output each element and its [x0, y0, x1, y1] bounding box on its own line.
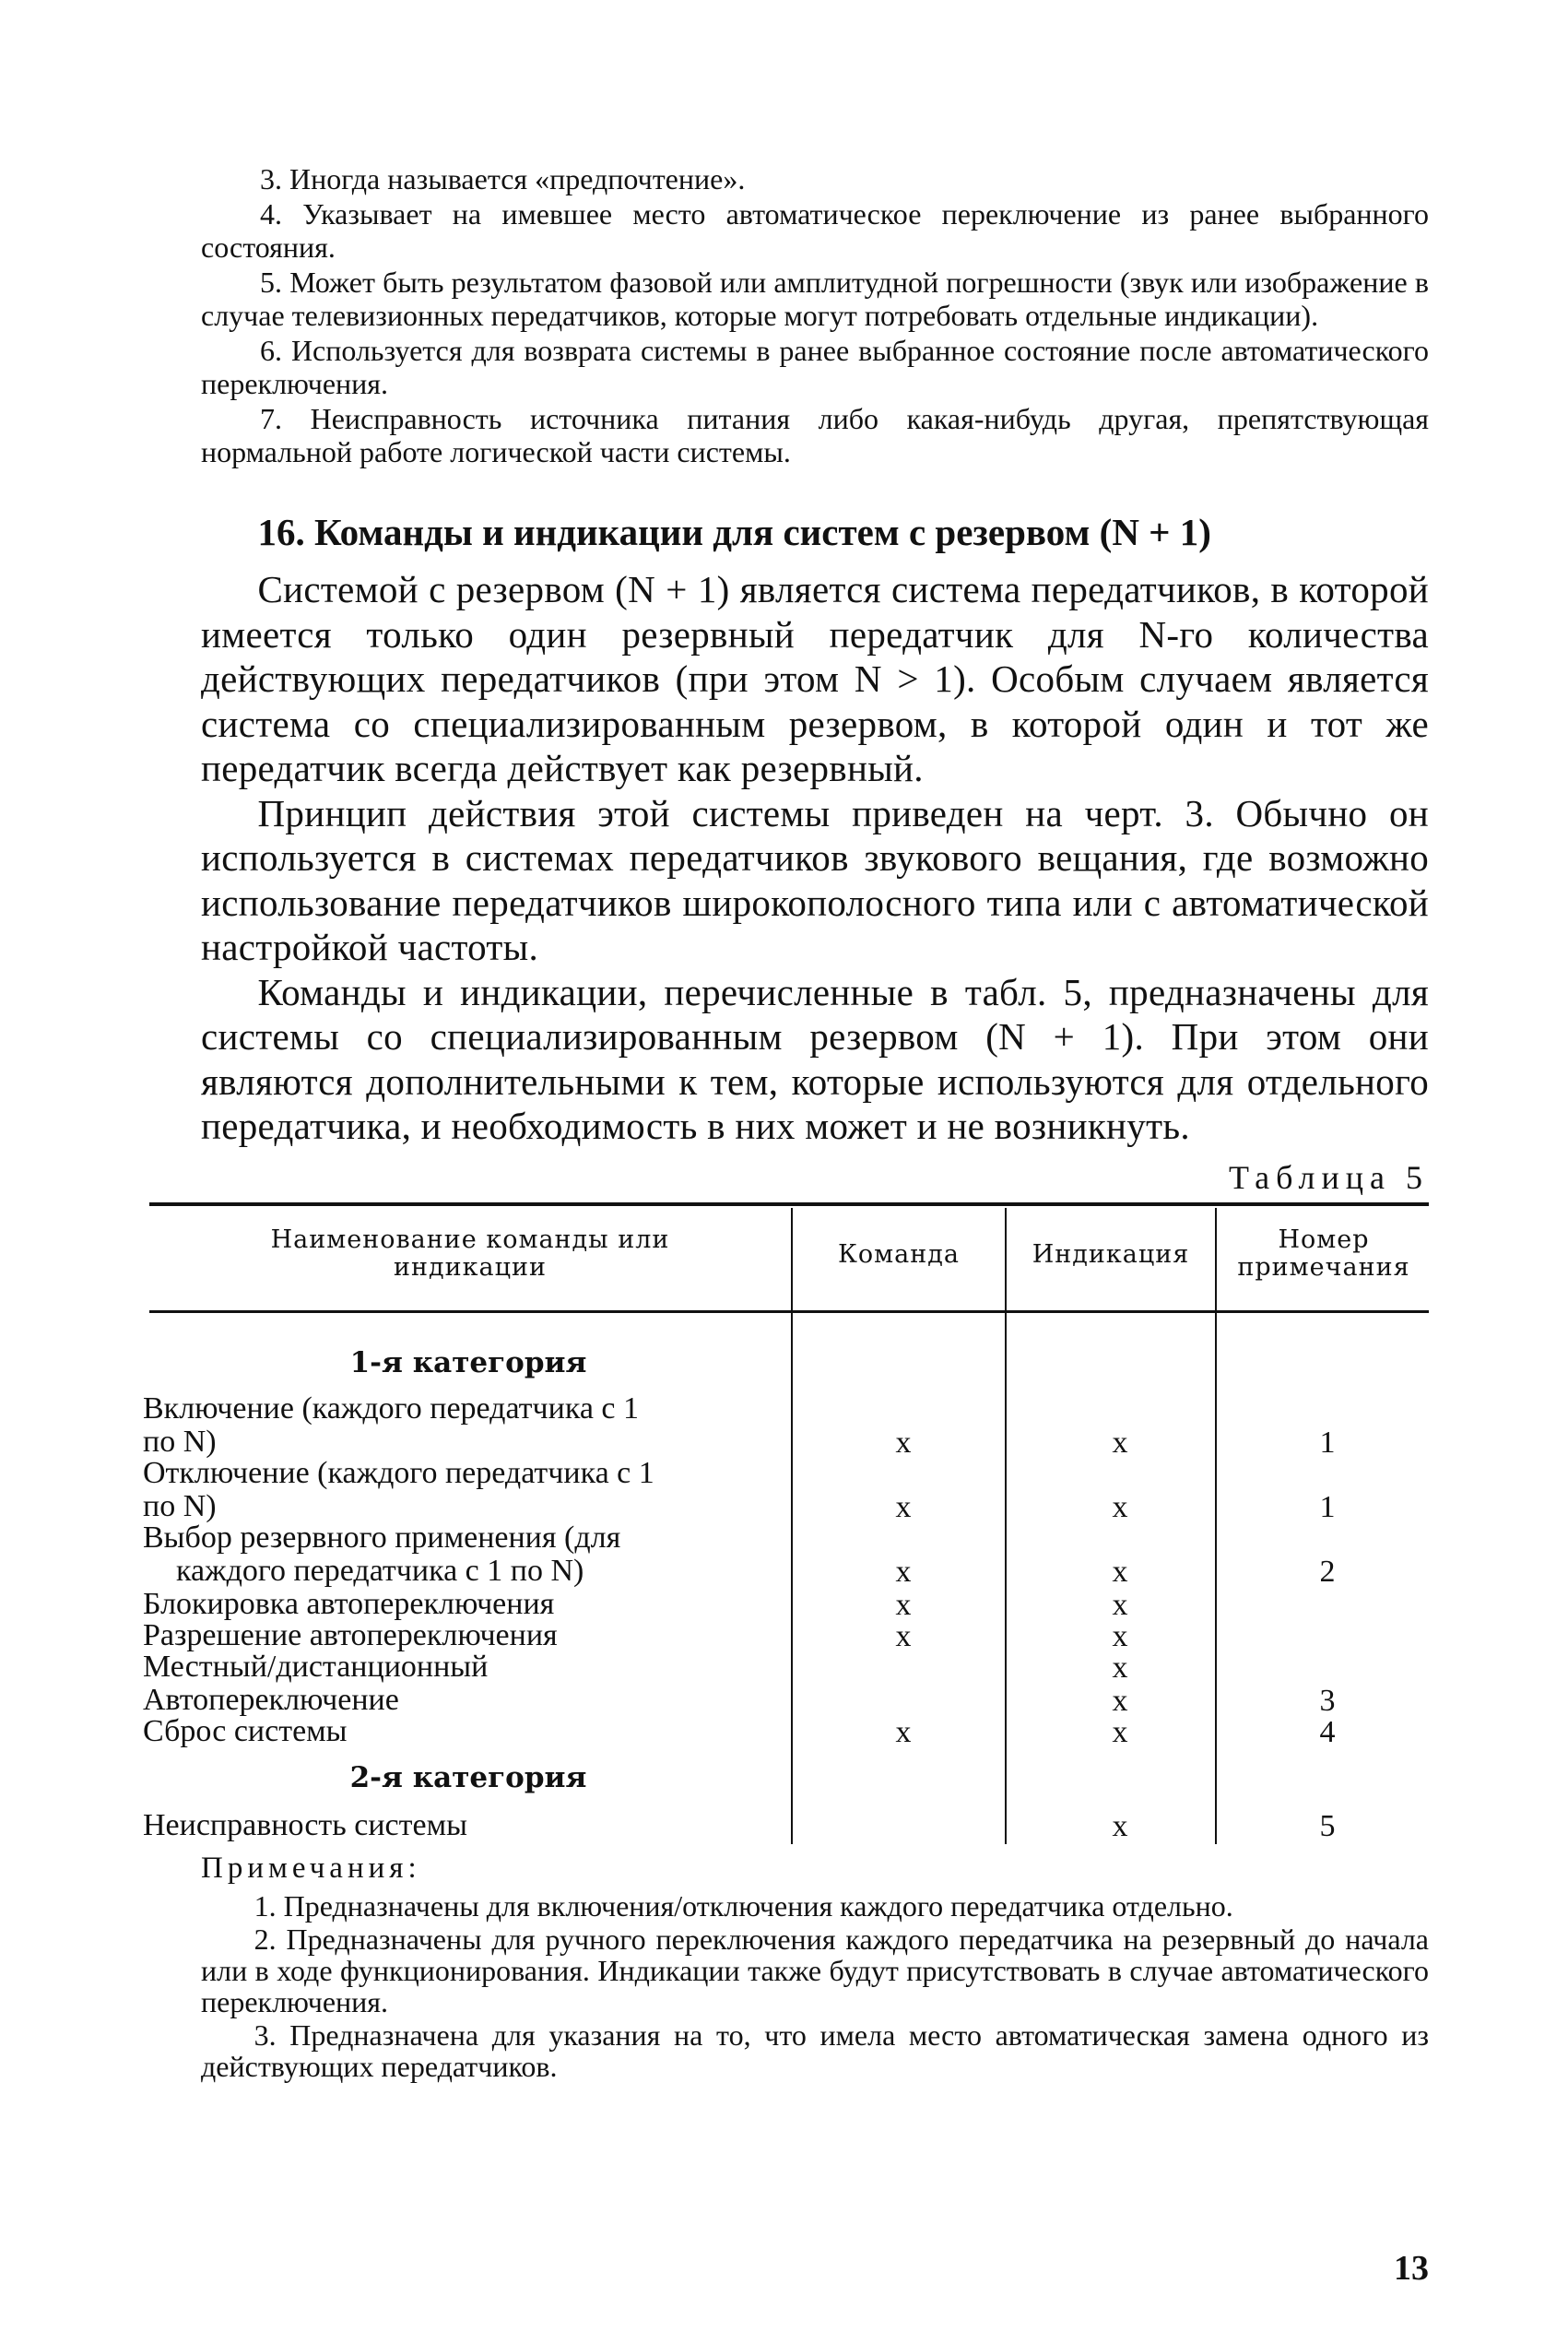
- cell-indication: x: [1112, 1588, 1128, 1622]
- note-item: 1. Предназначены для включения/отключения каждого передатчика отдельно.: [253, 1889, 1233, 1923]
- row-name: Блокировка автопереключения: [143, 1587, 555, 1621]
- paragraph: Системой с резервом (N + 1) является система передатчиков, в которой имеется только один резервный передатчик для N-го количества действующих передатчиков (при этом N > 1). Особым случаем является система со специализированным резервом, в которой один и тот же передатчик всегда действует как резервный.: [201, 568, 1429, 789]
- column-divider: [1005, 1208, 1007, 1844]
- cell-command: x: [895, 1588, 912, 1622]
- header-name: Наименование команды или индикации: [270, 1225, 670, 1282]
- cell-command: x: [895, 1619, 912, 1653]
- row-name: [143, 1521, 781, 1588]
- cell-indication: x: [1112, 1490, 1128, 1524]
- row-name-line: каждого передатчика с 1 по N): [176, 1554, 584, 1588]
- cell-command: x: [895, 1555, 912, 1589]
- row-name-line: Выбор резервного применения (для: [143, 1520, 621, 1555]
- notes-label: Примечания:: [201, 1852, 421, 1885]
- category-1: 1-я категория: [349, 1346, 587, 1379]
- cell-note: 3: [1319, 1684, 1336, 1718]
- cell-note: 5: [1319, 1809, 1336, 1843]
- cell-indication: x: [1112, 1809, 1128, 1843]
- row-name: Автопереключение: [143, 1683, 399, 1717]
- row-name-line: Отключение (каждого передатчика с 1: [143, 1456, 654, 1490]
- cell-note: 1: [1319, 1490, 1336, 1524]
- paragraph: Принцип действия этой системы приведен на черт. 3. Обычно он используется в системах передатчиков звукового вещания, где возможно использование передатчиков широкополосного типа или с автоматической настройкой частоты.: [201, 791, 1429, 968]
- note-item: 6. Используется для возврата системы в ранее выбранное состояние после автоматического переключения.: [201, 334, 1429, 400]
- cell-command: x: [895, 1490, 912, 1524]
- note-item: 2. Предназначены для ручного переключения каждого передатчика на резервный до начала или в ходе функционирования. Индикации также будут присутствовать в случае автоматического переключения.: [201, 1923, 1429, 2018]
- category-2: 2-я категория: [349, 1761, 587, 1794]
- cell-indication: x: [1112, 1684, 1128, 1718]
- row-name: Местный/дистанционный: [143, 1650, 489, 1684]
- table-header-rule: [149, 1310, 1429, 1313]
- note-item: 4. Указывает на имевшее место автоматическое переключение из ранее выбранного состояния.: [201, 197, 1429, 264]
- cell-indication: x: [1112, 1619, 1128, 1653]
- note-item: 3. Предназначена для указания на то, что имела место автоматическая замена одного из действующих передатчиков.: [201, 2018, 1429, 2083]
- row-name-line: Включение (каждого передатчика с 1: [143, 1391, 640, 1426]
- section-heading: 16. Команды и индикации для систем с резервом (N + 1): [257, 511, 1211, 553]
- note-item: 3. Иногда называется «предпочтение».: [260, 162, 746, 195]
- cell-note: 4: [1319, 1715, 1336, 1749]
- cell-indication: x: [1112, 1715, 1128, 1749]
- cell-indication: x: [1112, 1426, 1128, 1460]
- note-item: 5. Может быть результатом фазовой или амплитудной погрешности (звук или изображение в случае телевизионных передатчиков, которые могут потребовать отдельные индикации).: [201, 266, 1429, 332]
- note-item: 7. Неисправность источника питания либо какая-нибудь другая, препятствующая нормальной работе логической части системы.: [201, 402, 1429, 468]
- row-name: [143, 1392, 781, 1459]
- top-notes: [201, 162, 1429, 470]
- row-name-line: по N): [143, 1489, 217, 1523]
- column-divider: [1215, 1208, 1217, 1844]
- page-number: 13: [1394, 2249, 1429, 2288]
- bottom-notes: [201, 1890, 1429, 2084]
- row-name: Неисправность системы: [143, 1808, 467, 1842]
- cell-command: x: [895, 1426, 912, 1460]
- row-name: Сброс системы: [143, 1714, 348, 1748]
- table-top-rule: [149, 1202, 1429, 1206]
- section-body: [201, 567, 1429, 1149]
- header-command: Команда: [838, 1240, 960, 1269]
- row-name: Разрешение автопереключения: [143, 1618, 558, 1652]
- cell-indication: x: [1112, 1555, 1128, 1589]
- row-name: [143, 1457, 781, 1523]
- header-note: Номер примечания: [1237, 1225, 1410, 1282]
- table-caption: Таблица 5: [1229, 1159, 1429, 1196]
- row-name-line: по N): [143, 1425, 217, 1459]
- header-indication: Индикация: [1032, 1240, 1190, 1269]
- column-divider: [791, 1208, 793, 1844]
- cell-indication: x: [1112, 1651, 1128, 1685]
- cell-note: 1: [1319, 1426, 1336, 1460]
- cell-note: 2: [1319, 1555, 1336, 1589]
- paragraph: Команды и индикации, перечисленные в табл. 5, предназначены для системы со специализированным резервом (N + 1). При этом они являются дополнительными к тем, которые используются для отдельного передатчика, и необходимость в них может и не возникнуть.: [201, 970, 1429, 1147]
- cell-command: x: [895, 1715, 912, 1749]
